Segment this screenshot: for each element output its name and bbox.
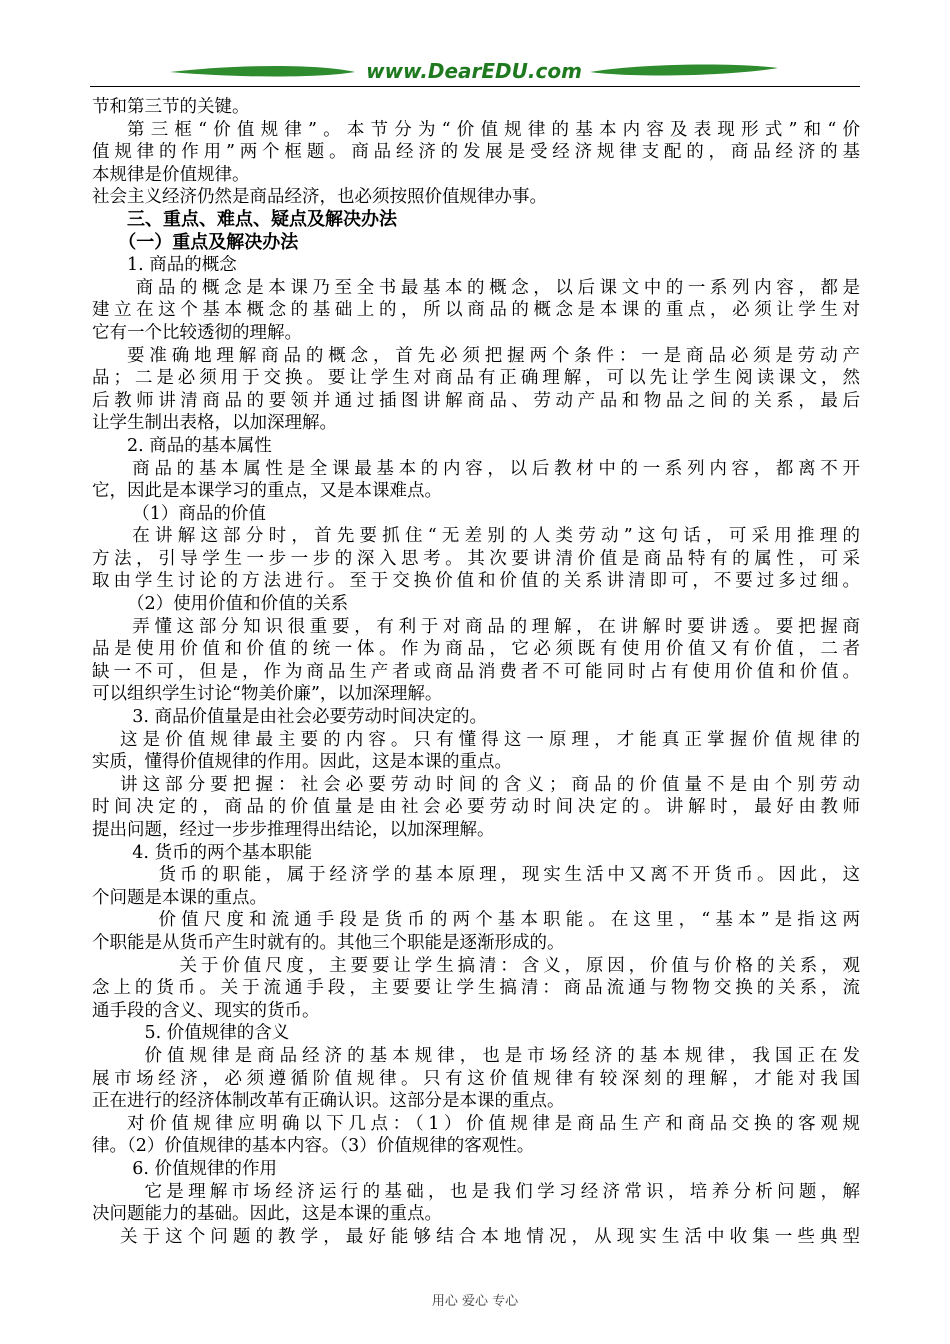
text-line: （2）使用价值和价值的关系	[127, 594, 349, 615]
text-line: 关于这个问题的教学，最好能够结合本地情况，从现实生活中收集一些典型	[120, 1226, 860, 1247]
page-footer: 用心 爱心 专心	[431, 1294, 519, 1309]
section-heading: （一）重点及解决办法	[118, 231, 299, 253]
text-line: 它有一个比较透彻的理解。	[92, 322, 302, 343]
text-line: 5. 价值规律的含义	[144, 1023, 290, 1044]
text-line: 取由学生讨论的方法进行。至于交换价值和价值的关系讲清即可，不要过多过细。	[92, 571, 860, 592]
text-line: 正在进行的经济体制改革有正确认识。这部分是本课的重点。	[92, 1091, 565, 1112]
text-line: 实质，懂得价值规律的作用。因此，这是本课的重点。	[92, 752, 512, 773]
header-divider	[90, 86, 860, 87]
text-line: 讲这部分要把握：社会必要劳动时间的含义；商品的价值量不是由个别劳动	[120, 774, 860, 795]
header-logo-text: www.DearEDU.com	[366, 59, 582, 83]
text-line: 关于价值尺度，主要要让学生搞清：含义，原因，价值与价格的关系，观	[179, 955, 860, 976]
text-line: 弄懂这部分知识很重要，有利于对商品的理解，在讲解时要讲透。要把握商	[132, 616, 860, 637]
text-line: 本规律是价值规律。	[92, 164, 250, 185]
text-line: 念上的货币。关于流通手段，主要要让学生搞清：商品流通与物物交换的关系，流	[92, 978, 860, 999]
text-line: 第三框“价值规律”。本节分为“价值规律的基本内容及表现形式”和“价	[127, 119, 860, 140]
text-line: 提出问题，经过一步步推理得出结论，以加深理解。	[92, 820, 495, 840]
document-body	[92, 96, 860, 1248]
text-line: 时间决定的，商品的价值量是由社会必要劳动时间决定的。讲解时，最好由教师	[92, 797, 860, 818]
text-line: 展市场经济，必须遵循阶值规律。只有这价值规律有较深刻的理解，才能对我国	[92, 1068, 860, 1089]
text-line: 商品的概念是本课乃至全书最基本的概念，以后课文中的一系列内容，都是	[135, 277, 860, 298]
text-line: 可以组织学生讨论“物美价廉”，以加深理解。	[92, 684, 443, 705]
text-line: 节和第三节的关键。	[92, 97, 250, 117]
text-line: 2. 商品的基本属性	[127, 435, 272, 456]
text-line: 决问题能力的基础。因此，这是本课的重点。	[92, 1204, 442, 1225]
text-line: 对价值规律应明确以下几点：（1）价值规律是商品生产和商品交换的客观规	[127, 1113, 860, 1134]
text-line: 值规律的作用”两个框题。商品经济的发展是受经济规律支配的，商品经济的基	[92, 142, 860, 163]
text-line: （1）商品的价值	[132, 503, 266, 524]
text-line: 方法，引导学生一步一步的深入思考。其次要讲清价值是商品特有的属性，可采	[92, 548, 860, 569]
text-line: 在讲解这部分时，首先要抓住“无差别的人类劳动”这句话，可采用推理的	[132, 526, 860, 547]
text-line: 要准确地理解商品的概念，首先必须把握两个条件：一是商品必须是劳动产	[127, 345, 860, 366]
text-line: 社会主义经济仍然是商品经济，也必须按照价值规律办事。	[92, 187, 547, 208]
text-line: 律。（2）价值规律的基本内容。（3）价值规律的客观性。	[92, 1136, 535, 1157]
text-line: 它是理解市场经济运行的基础，也是我们学习经济常识，培养分析问题，解	[144, 1181, 860, 1202]
text-line: 价值尺度和流通手段是货币的两个基本职能。在这里，“基本”是指这两	[158, 910, 860, 931]
text-line: 货币的职能，属于经济学的基本原理，现实生活中又离不开货币。因此，这	[158, 865, 860, 886]
text-line: 建立在这个基本概念的基础上的，所以商品的概念是本课的重点，必须让学生对	[92, 300, 860, 321]
text-line: 后教师讲清商品的要领并通过插图讲解商品、劳动产品和物品之间的关系，最后	[92, 390, 860, 411]
section-heading: 三、重点、难点、疑点及解决办法	[127, 208, 397, 230]
text-line: 品是使用价值和价值的统一体。作为商品，它必须既有使用价值又有价值，二者	[92, 639, 860, 660]
text-line: 缺一不可，但是，作为商品生产者或商品消费者不可能同时占有使用价值和价值。	[92, 661, 860, 682]
text-line: 6. 价值规律的作用	[132, 1158, 278, 1179]
text-line: 1. 商品的概念	[127, 255, 237, 276]
text-line: 商品的基本属性是全课最基本的内容，以后教材中的一系列内容，都离不开	[132, 458, 860, 479]
text-line: 价值规律是商品经济的基本规律，也是市场经济的基本规律，我国正在发	[144, 1045, 860, 1066]
text-line: 通手段的含义、现实的货币。	[92, 1000, 320, 1021]
text-line: 让学生制出表格，以加深理解。	[92, 413, 337, 434]
text-line: 这是价值规律最主要的内容。只有懂得这一原理，才能真正掌握价值规律的	[120, 729, 860, 750]
text-line: 个问题是本课的重点。	[92, 887, 267, 908]
text-line: 3. 商品价值量是由社会必要劳动时间决定的。	[132, 707, 488, 728]
text-line: 4. 货币的两个基本职能	[132, 842, 313, 863]
text-line: 品；二是必须用于交换。要让学生对商品有正确理解，可以先让学生阅读课文，然	[92, 368, 860, 389]
text-line: 个职能是从货币产生时就有的。其他三个职能是逐渐形成的。	[92, 932, 565, 953]
text-line: 它，因此是本课学习的重点，又是本课难点。	[92, 481, 442, 502]
